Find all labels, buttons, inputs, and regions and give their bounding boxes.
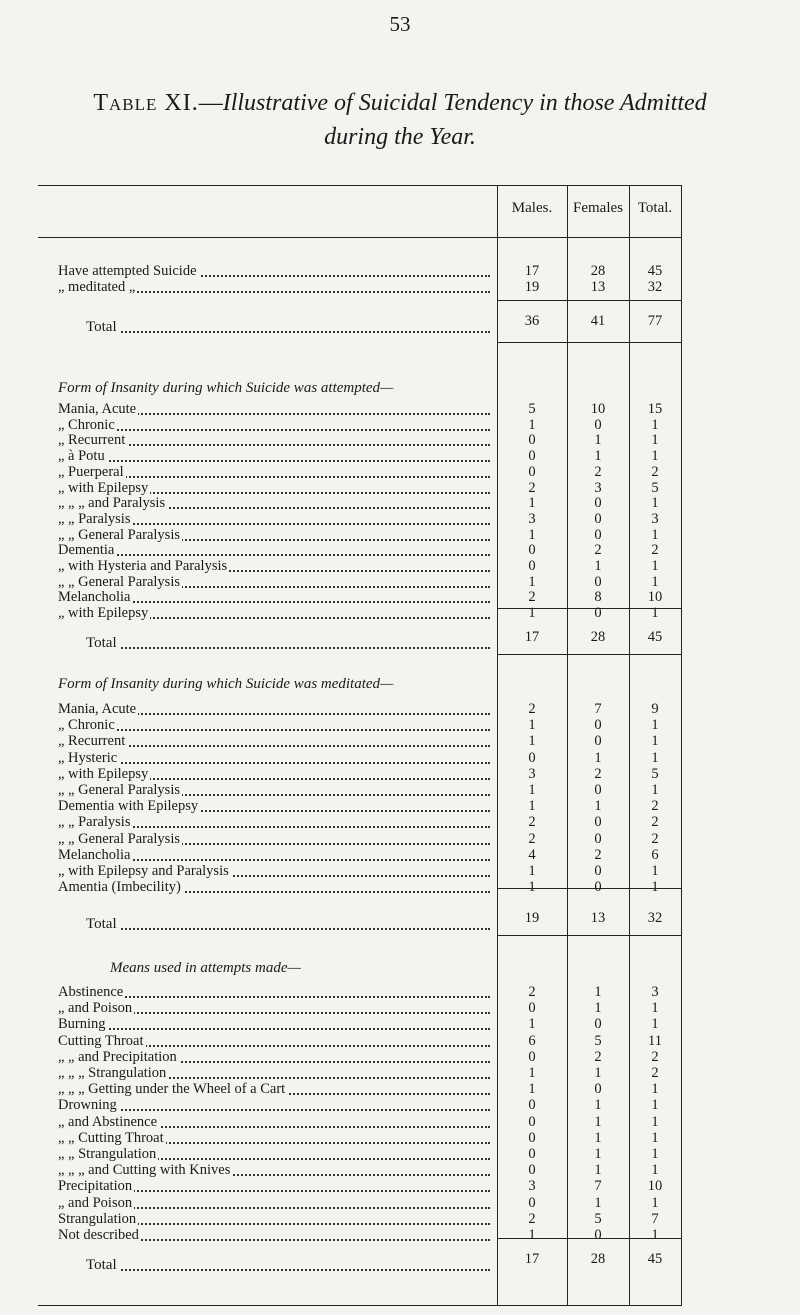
cell-total: 1 xyxy=(651,605,659,622)
cell-males: 2 xyxy=(528,984,536,1000)
row-label-text: Melancholia xyxy=(58,846,131,863)
cell-males: 2 xyxy=(528,479,536,496)
cell-males: 0 xyxy=(528,1097,536,1114)
cell-total: 10 xyxy=(647,1178,663,1195)
cell-total: 1 xyxy=(651,1146,659,1162)
row-label xyxy=(58,279,490,296)
cell-females: 2 xyxy=(594,1048,602,1065)
cell-males: 1 xyxy=(528,782,536,798)
section-heading: Means used in attempts made— xyxy=(110,960,301,976)
row-label xyxy=(58,750,490,767)
cell-males: 19 xyxy=(524,279,540,295)
total-females: 28 xyxy=(590,629,606,645)
row-label-text: „ „ Paralysis xyxy=(58,814,131,831)
row-label-text: „ „ General Paralysis xyxy=(58,526,180,543)
cell-females: 1 xyxy=(594,1065,602,1081)
cell-total: 1 xyxy=(651,749,659,766)
table-title: Table XI.—Illustrative of Suicidal Tendency in those Admitted during the Year. xyxy=(0,86,800,154)
cell-total: 1 xyxy=(651,573,659,590)
cell-total: 5 xyxy=(651,479,659,496)
row-label xyxy=(58,1130,490,1147)
row-label xyxy=(58,847,490,864)
cell-females: 0 xyxy=(594,495,602,512)
page-number: 53 xyxy=(389,12,411,36)
cell-males: 0 xyxy=(528,448,536,465)
subtotal-rule xyxy=(497,608,681,609)
cell-total: 11 xyxy=(648,1032,662,1049)
row-label xyxy=(58,1049,490,1066)
cell-males: 2 xyxy=(528,814,536,831)
cell-males: 6 xyxy=(528,1032,536,1049)
cell-females: 2 xyxy=(594,542,602,559)
row-label xyxy=(58,464,490,481)
row-label-text: „ Recurrent xyxy=(58,432,126,449)
cell-females: 0 xyxy=(594,573,602,590)
cell-males: 0 xyxy=(528,463,536,480)
cell-total: 1 xyxy=(651,495,659,512)
row-label-text: „ and Poison xyxy=(58,1000,133,1017)
row-label-text: „ „ General Paralysis xyxy=(58,782,180,798)
total-label-text: Total xyxy=(86,1257,117,1273)
cell-total: 2 xyxy=(651,1065,659,1081)
row-label-text: Strangulation xyxy=(58,1210,137,1227)
row-label xyxy=(58,1000,490,1017)
cell-total: 1 xyxy=(651,1000,659,1017)
cell-females: 3 xyxy=(594,479,602,496)
cell-females: 0 xyxy=(594,526,602,543)
row-label xyxy=(58,401,490,418)
row-label xyxy=(58,495,490,512)
cell-males: 0 xyxy=(528,1129,536,1146)
row-label-text: „ „ „ and Paralysis xyxy=(58,495,166,512)
cell-total: 1 xyxy=(651,1162,659,1179)
cell-males: 0 xyxy=(528,1048,536,1065)
section-heading: Form of Insanity during which Suicide was meditated— xyxy=(58,676,394,692)
cell-total: 1 xyxy=(651,1097,659,1114)
cell-females: 1 xyxy=(594,448,602,465)
cell-females: 0 xyxy=(594,733,602,750)
row-label xyxy=(58,527,490,544)
cell-males: 1 xyxy=(528,733,536,750)
row-label xyxy=(58,511,490,528)
cell-females: 1 xyxy=(594,1113,602,1130)
cell-males: 2 xyxy=(528,1210,536,1227)
cell-females: 0 xyxy=(594,1016,602,1033)
row-label xyxy=(58,589,490,606)
row-label xyxy=(58,701,490,718)
total-males: 17 xyxy=(524,629,540,645)
row-label-text: Drowning xyxy=(58,1097,117,1114)
cell-females: 1 xyxy=(594,1162,602,1179)
row-label xyxy=(58,782,490,799)
cell-males: 1 xyxy=(528,573,536,590)
row-label-text: Cutting Throat xyxy=(58,1032,144,1049)
row-label xyxy=(58,1146,490,1163)
cell-total: 2 xyxy=(651,542,659,559)
col-header-females: Females xyxy=(573,200,623,216)
row-label xyxy=(58,1162,490,1179)
row-label-text: „ Chronic xyxy=(58,416,115,433)
row-label-text: „ with Epilepsy xyxy=(58,479,149,496)
total-total: 45 xyxy=(647,629,663,645)
cell-males: 2 xyxy=(528,830,536,847)
cell-total: 2 xyxy=(651,1048,659,1065)
total-label xyxy=(86,319,490,336)
title-line-1: Illustrative of Suicidal Tendency in those Admitted xyxy=(222,90,707,116)
cell-females: 1 xyxy=(594,798,602,815)
cell-females: 7 xyxy=(594,701,602,717)
row-label-text: „ Chronic xyxy=(58,717,115,734)
subtotal-rule xyxy=(497,1238,681,1239)
total-males: 17 xyxy=(524,1251,540,1267)
cell-females: 0 xyxy=(594,717,602,734)
cell-total: 1 xyxy=(651,1113,659,1130)
row-label xyxy=(58,798,490,815)
title-line-2: during the Year. xyxy=(324,124,476,150)
row-label-text: „ Puerperal xyxy=(58,463,124,480)
cell-total: 9 xyxy=(651,701,659,717)
cell-males: 1 xyxy=(528,798,536,815)
cell-females: 1 xyxy=(594,1146,602,1162)
row-label xyxy=(58,417,490,434)
cell-total: 7 xyxy=(651,1210,659,1227)
total-label xyxy=(86,916,490,933)
row-label xyxy=(58,605,490,622)
cell-males: 0 xyxy=(528,1194,536,1211)
row-label-text: „ with Hysteria and Paralysis xyxy=(58,558,228,574)
cell-total: 3 xyxy=(651,984,659,1000)
subtotal-rule xyxy=(497,888,681,889)
cell-males: 3 xyxy=(528,765,536,782)
row-label-text: „ and Poison xyxy=(58,1194,133,1211)
cell-females: 28 xyxy=(590,263,606,279)
cell-females: 0 xyxy=(594,1081,602,1098)
cell-total: 3 xyxy=(651,510,659,527)
row-label-text: „ Hysteric xyxy=(58,749,118,766)
row-label-text: „ with Epilepsy and Paralysis xyxy=(58,863,229,879)
cell-males: 1 xyxy=(528,1016,536,1033)
cell-females: 2 xyxy=(594,765,602,782)
cell-males: 1 xyxy=(528,863,536,879)
row-label-text: Not described xyxy=(58,1227,139,1243)
cell-total: 1 xyxy=(651,782,659,798)
cell-males: 2 xyxy=(528,701,536,717)
cell-females: 1 xyxy=(594,1097,602,1114)
cell-females: 1 xyxy=(594,432,602,449)
row-label-text: „ meditated „ xyxy=(58,279,136,295)
cell-females: 1 xyxy=(594,1000,602,1017)
row-label xyxy=(58,1211,490,1228)
cell-total: 1 xyxy=(651,1194,659,1211)
cell-females: 10 xyxy=(590,401,606,417)
row-label-text: Have attempted Suicide xyxy=(58,263,197,279)
cell-females: 0 xyxy=(594,830,602,847)
row-label xyxy=(58,1114,490,1131)
row-label-text: „ with Epilepsy xyxy=(58,765,149,782)
cell-males: 0 xyxy=(528,432,536,449)
cell-total: 45 xyxy=(647,263,663,279)
row-label xyxy=(58,879,490,896)
table-bottom-rule xyxy=(38,1305,682,1306)
row-label xyxy=(58,1016,490,1033)
cell-females: 1 xyxy=(594,984,602,1000)
cell-females: 0 xyxy=(594,605,602,622)
cell-males: 1 xyxy=(528,1065,536,1081)
total-label xyxy=(86,1257,490,1274)
cell-males: 1 xyxy=(528,1227,536,1243)
cell-males: 5 xyxy=(528,401,536,417)
total-total: 32 xyxy=(647,910,663,926)
cell-males: 0 xyxy=(528,749,536,766)
cell-males: 17 xyxy=(524,263,540,279)
cell-total: 15 xyxy=(647,401,663,417)
cell-females: 5 xyxy=(594,1032,602,1049)
row-label-text: „ „ General Paralysis xyxy=(58,573,180,590)
cell-total: 1 xyxy=(651,863,659,879)
row-label xyxy=(58,480,490,497)
cell-females: 13 xyxy=(590,279,606,295)
row-label xyxy=(58,863,490,880)
row-label-text: Precipitation xyxy=(58,1178,133,1195)
total-label xyxy=(86,635,490,652)
cell-total: 1 xyxy=(651,416,659,433)
row-label-text: „ à Potu xyxy=(58,448,105,465)
row-label-text: „ „ and Precipitation xyxy=(58,1048,177,1065)
section-end-rule xyxy=(497,654,681,655)
cell-total: 2 xyxy=(651,798,659,815)
row-label-text: Dementia xyxy=(58,542,115,559)
row-label xyxy=(58,1033,490,1050)
subtotal-rule xyxy=(497,300,681,301)
total-total: 45 xyxy=(647,1251,663,1267)
cell-females: 1 xyxy=(594,1129,602,1146)
cell-females: 0 xyxy=(594,510,602,527)
header-rule xyxy=(38,237,682,238)
cell-total: 1 xyxy=(651,1227,659,1243)
table-top-rule xyxy=(38,185,682,186)
row-label xyxy=(58,1178,490,1195)
total-label-text: Total xyxy=(86,319,117,335)
col-rule-right xyxy=(681,185,682,1305)
cell-total: 1 xyxy=(651,733,659,750)
total-females: 41 xyxy=(590,313,606,329)
row-label xyxy=(58,1227,490,1244)
cell-total: 10 xyxy=(647,589,663,606)
row-label xyxy=(58,432,490,449)
row-label-text: „ „ Cutting Throat xyxy=(58,1129,164,1146)
cell-females: 0 xyxy=(594,416,602,433)
cell-males: 1 xyxy=(528,717,536,734)
row-label-text: „ Recurrent xyxy=(58,733,126,750)
row-label xyxy=(58,733,490,750)
cell-total: 1 xyxy=(651,558,659,574)
row-label xyxy=(58,831,490,848)
cell-females: 2 xyxy=(594,463,602,480)
row-label-text: Melancholia xyxy=(58,589,131,606)
total-females: 13 xyxy=(590,910,606,926)
row-label-text: Amentia (Imbecility) xyxy=(58,879,181,896)
cell-females: 0 xyxy=(594,1227,602,1243)
row-label xyxy=(58,1065,490,1082)
table-number: Table XI. xyxy=(93,90,199,116)
row-label xyxy=(58,1195,490,1212)
cell-males: 0 xyxy=(528,558,536,574)
row-label xyxy=(58,1097,490,1114)
row-label xyxy=(58,542,490,559)
cell-males: 1 xyxy=(528,605,536,622)
cell-females: 0 xyxy=(594,814,602,831)
row-label xyxy=(58,263,490,280)
total-males: 19 xyxy=(524,910,540,926)
total-label-text: Total xyxy=(86,635,117,651)
total-label-text: Total xyxy=(86,916,117,932)
cell-females: 1 xyxy=(594,558,602,574)
row-label-text: „ „ „ Getting under the Wheel of a Cart xyxy=(58,1081,286,1098)
section-end-rule xyxy=(497,342,681,343)
cell-females: 1 xyxy=(594,1194,602,1211)
row-label-text: Mania, Acute xyxy=(58,701,137,717)
cell-males: 3 xyxy=(528,1178,536,1195)
cell-females: 0 xyxy=(594,782,602,798)
cell-total: 5 xyxy=(651,765,659,782)
cell-males: 3 xyxy=(528,510,536,527)
cell-males: 4 xyxy=(528,846,536,863)
col-header-total: Total. xyxy=(637,200,673,216)
cell-total: 1 xyxy=(651,1081,659,1098)
row-label-text: „ with Epilepsy xyxy=(58,605,149,622)
cell-males: 1 xyxy=(528,495,536,512)
cell-females: 2 xyxy=(594,846,602,863)
cell-males: 0 xyxy=(528,542,536,559)
row-label-text: „ „ „ and Cutting with Knives xyxy=(58,1162,231,1179)
row-label-text: „ „ General Paralysis xyxy=(58,830,180,847)
cell-females: 0 xyxy=(594,879,602,896)
row-label xyxy=(58,448,490,465)
cell-total: 1 xyxy=(651,432,659,449)
row-label-text: Mania, Acute xyxy=(58,401,137,417)
cell-total: 1 xyxy=(651,1016,659,1033)
cell-males: 0 xyxy=(528,1000,536,1017)
cell-males: 1 xyxy=(528,416,536,433)
row-label xyxy=(58,558,490,575)
cell-males: 1 xyxy=(528,1081,536,1098)
row-label xyxy=(58,574,490,591)
row-label xyxy=(58,814,490,831)
cell-total: 1 xyxy=(651,526,659,543)
cell-males: 2 xyxy=(528,589,536,606)
row-label xyxy=(58,717,490,734)
cell-total: 1 xyxy=(651,717,659,734)
cell-total: 6 xyxy=(651,846,659,863)
cell-females: 0 xyxy=(594,863,602,879)
section-heading: Form of Insanity during which Suicide was attempted— xyxy=(58,380,394,396)
cell-females: 5 xyxy=(594,1210,602,1227)
col-header-males: Males. xyxy=(511,200,553,216)
row-label xyxy=(58,984,490,1001)
row-label-text: „ „ Paralysis xyxy=(58,510,131,527)
total-total: 77 xyxy=(647,313,663,329)
total-females: 28 xyxy=(590,1251,606,1267)
cell-females: 7 xyxy=(594,1178,602,1195)
cell-total: 32 xyxy=(647,279,663,295)
cell-females: 1 xyxy=(594,749,602,766)
cell-total: 2 xyxy=(651,463,659,480)
cell-total: 1 xyxy=(651,879,659,896)
row-label xyxy=(58,1081,490,1098)
cell-total: 2 xyxy=(651,830,659,847)
cell-males: 1 xyxy=(528,526,536,543)
cell-males: 1 xyxy=(528,879,536,896)
cell-males: 0 xyxy=(528,1162,536,1179)
cell-males: 0 xyxy=(528,1113,536,1130)
cell-females: 8 xyxy=(594,589,602,606)
section-end-rule xyxy=(497,935,681,936)
row-label-text: „ „ Strangulation xyxy=(58,1146,157,1162)
row-label-text: „ „ „ Strangulation xyxy=(58,1065,167,1081)
row-label-text: Burning xyxy=(58,1016,106,1033)
total-males: 36 xyxy=(524,313,540,329)
cell-total: 1 xyxy=(651,448,659,465)
cell-males: 0 xyxy=(528,1146,536,1162)
cell-total: 1 xyxy=(651,1129,659,1146)
cell-total: 2 xyxy=(651,814,659,831)
row-label xyxy=(58,766,490,783)
row-label-text: Dementia with Epilepsy xyxy=(58,798,199,815)
row-label-text: Abstinence xyxy=(58,984,124,1000)
row-label-text: „ and Abstinence xyxy=(58,1113,158,1130)
